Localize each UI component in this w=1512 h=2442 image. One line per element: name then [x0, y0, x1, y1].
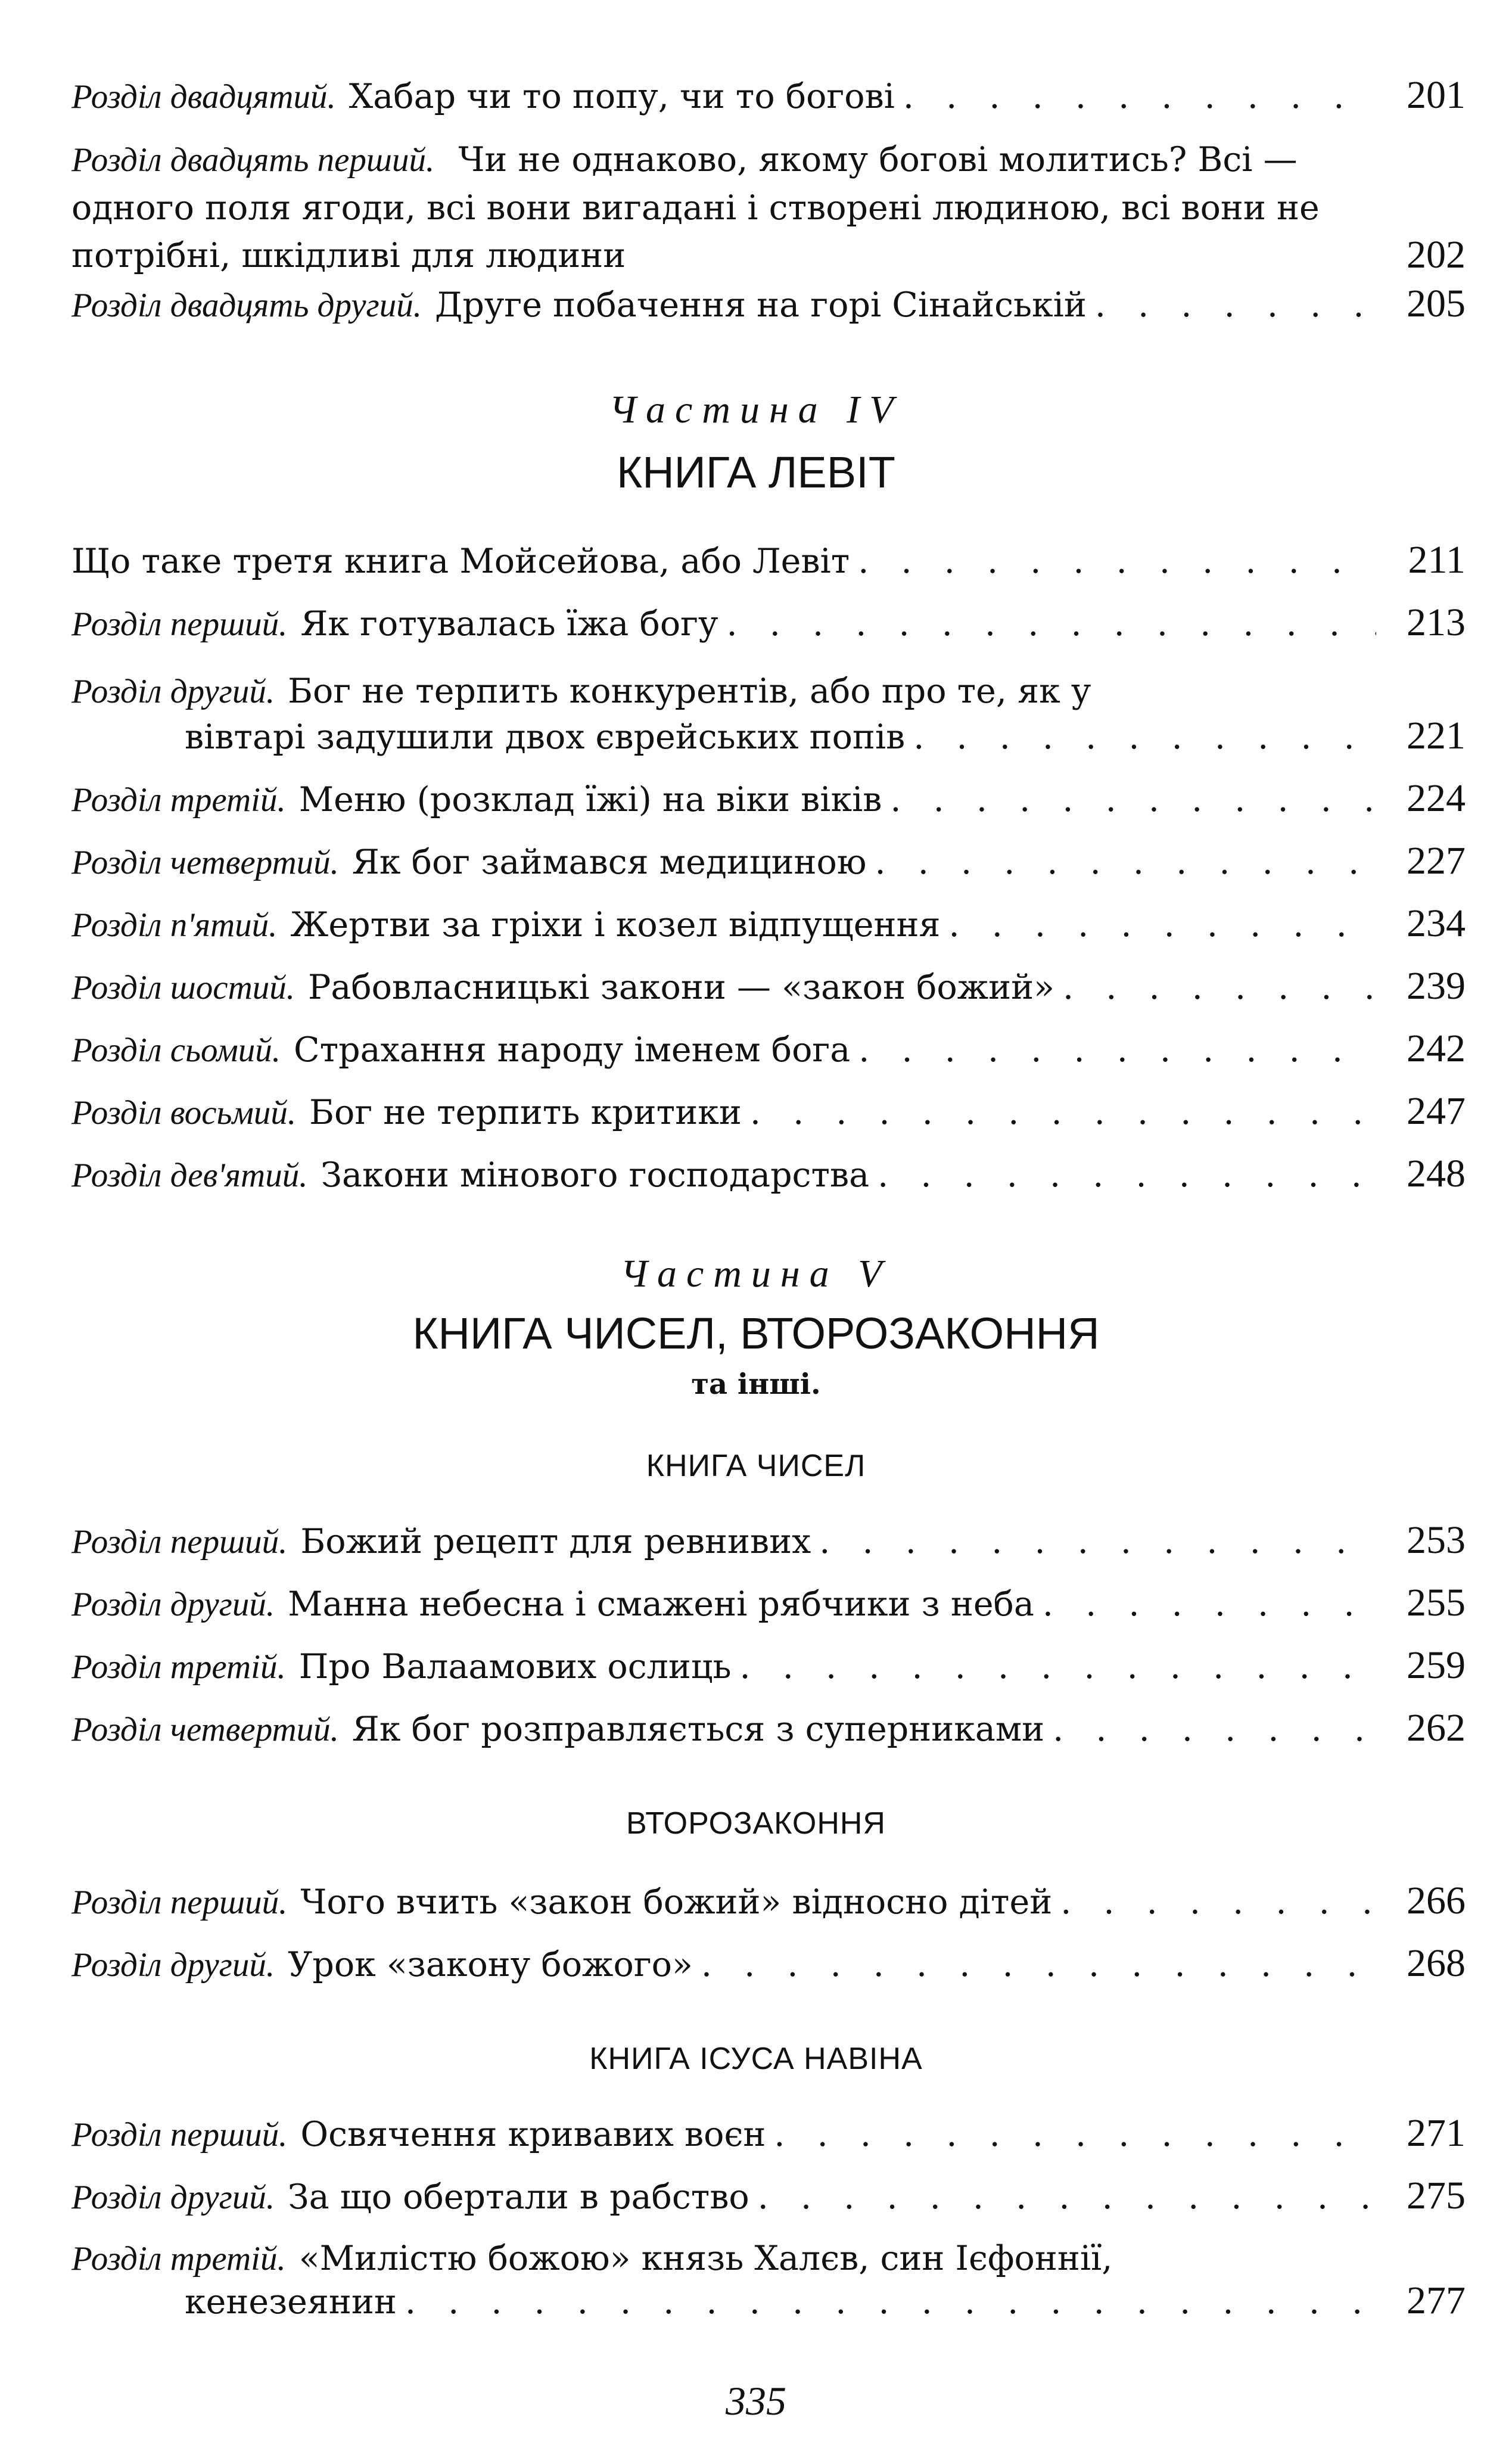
- page-number: 211: [1408, 538, 1466, 582]
- page-number: 253: [1407, 1518, 1466, 1562]
- dot-leader: [1087, 281, 1376, 329]
- chapter-title: Закони мінового господарства: [321, 1155, 870, 1195]
- toc-entry-numbers-3: [71, 1642, 1466, 1691]
- page-number: 234: [1407, 902, 1466, 945]
- joshua-heading: КНИГА ІСУСА НАВІНА: [589, 2042, 923, 2076]
- chapter-label: Розділ перший.: [71, 2116, 288, 2154]
- numbers-heading: КНИГА ЧИСЕЛ: [646, 1449, 866, 1483]
- book-numbers-deut-title: КНИГА ЧИСЕЛ, ВТОРОЗАКОННЯ: [412, 1309, 1100, 1358]
- chapter-title: Урок «закону божого»: [288, 1945, 693, 1984]
- chapter-title: Бог не терпить критики: [309, 1093, 742, 1132]
- toc-entry-22: [71, 280, 1466, 330]
- toc-entry-leviticus-9: [71, 1150, 1466, 1200]
- toc-entry-joshua-3: [71, 2235, 1466, 2326]
- chapter-label: Розділ сьомий.: [71, 1032, 281, 1069]
- chapter-title: Чи не однаково, якому богові молитись? Всі — одного поля ягоди, всі вони вигадані і створені людиною, всі вони не потрібні, шкідливі для людини: [71, 140, 1320, 275]
- chapter-label: Розділ другий.: [71, 1586, 275, 1623]
- toc-entry-leviticus-8: [71, 1088, 1466, 1137]
- dot-leader: [693, 1941, 1376, 1989]
- chapter-label: Розділ четвертий.: [71, 844, 339, 881]
- toc-entry-numbers-1: [71, 1517, 1466, 1566]
- chapter-title-continued: кенезеянин: [185, 2282, 397, 2322]
- dot-leader: [869, 1151, 1376, 1199]
- chapter-title: Друге побачення на горі Сінайській: [435, 285, 1087, 325]
- page-number: 271: [1407, 2111, 1466, 2155]
- dot-leader: [1052, 1878, 1376, 1926]
- toc-entry-joshua-2: [71, 2172, 1466, 2222]
- page-number: 224: [1407, 776, 1466, 820]
- chapter-label: Розділ двадцятий.: [71, 78, 336, 116]
- chapter-title-continued: вівтарі задушили двох єврейських попів: [185, 717, 906, 757]
- dot-leader: [732, 1643, 1376, 1691]
- chapter-label: Розділ четвертий.: [71, 1711, 339, 1748]
- book-subtitle: та інші.: [691, 1368, 821, 1401]
- dot-leader: [397, 2278, 1376, 2326]
- dot-leader: [850, 538, 1376, 585]
- dot-leader: [866, 838, 1376, 886]
- dot-leader: [749, 2173, 1376, 2221]
- page-number: 255: [1407, 1581, 1466, 1624]
- book-leviticus-title: КНИГА ЛЕВІТ: [617, 448, 895, 497]
- chapter-title: Про Валаамових ослиць: [298, 1647, 732, 1686]
- dot-leader: [882, 776, 1376, 824]
- chapter-title: Як бог займався медициною: [351, 843, 867, 882]
- page-number: 248: [1407, 1152, 1466, 1195]
- dot-leader: [940, 901, 1376, 949]
- chapter-label: Розділ дев'ятий.: [71, 1157, 308, 1194]
- part-5-label: Частина V: [620, 1252, 892, 1295]
- dot-leader: [895, 73, 1376, 120]
- chapter-title: Рабовласницькі закони — «закон божий»: [308, 968, 1054, 1007]
- dot-leader: [1044, 1705, 1376, 1753]
- toc-entry-leviticus-intro: [71, 536, 1466, 585]
- chapter-label: Розділ третій.: [71, 781, 286, 819]
- page-number: 205: [1407, 282, 1466, 325]
- dot-leader: [1034, 1580, 1376, 1628]
- page-number: 277: [1407, 2279, 1466, 2322]
- dot-leader: [811, 1518, 1376, 1565]
- toc-entry-leviticus-3: [71, 775, 1466, 824]
- chapter-title: «Милістю божою» князь Халєв, син Ієфоннії,: [298, 2239, 1113, 2278]
- page-number: 275: [1407, 2174, 1466, 2217]
- toc-entry-joshua-1: [71, 2109, 1466, 2159]
- toc-entry-deut-1: [71, 1877, 1466, 1927]
- dot-leader: [905, 713, 1376, 761]
- dot-leader: [850, 1026, 1376, 1074]
- page-number: 262: [1407, 1706, 1466, 1750]
- toc-entry-leviticus-7: [71, 1025, 1466, 1074]
- toc-entry-leviticus-1: [71, 599, 1466, 648]
- chapter-title: Бог не терпить конкурентів, або про те, як у: [288, 672, 1091, 711]
- page-number: 259: [1407, 1643, 1466, 1687]
- footer-page-number: 335: [726, 2378, 786, 2424]
- chapter-label: Розділ шостий.: [71, 969, 295, 1006]
- chapter-label: Розділ третій.: [71, 2240, 286, 2278]
- page-number: 268: [1407, 1941, 1466, 1985]
- chapter-label: Розділ другий.: [71, 673, 275, 710]
- chapter-title: Освячення кривавих воєн: [300, 2115, 766, 2154]
- chapter-label: Розділ перший.: [71, 605, 288, 643]
- page-number: 213: [1407, 601, 1466, 644]
- chapter-title: Меню (розклад їжі) на віки віків: [298, 780, 882, 819]
- part-4-label: Частина IV: [609, 388, 903, 431]
- toc-entry-21: [71, 136, 1466, 279]
- page-number: 266: [1407, 1879, 1466, 1922]
- toc-entry-leviticus-5: [71, 900, 1466, 949]
- chapter-title: Як готувалась їжа богу: [300, 604, 718, 644]
- toc-entry-numbers-4: [71, 1704, 1466, 1754]
- toc-entry-20: [71, 72, 1466, 121]
- chapter-label: Розділ двадцять перший.: [71, 141, 435, 179]
- chapter-title: Жертви за гріхи і козел відпущення: [290, 905, 941, 945]
- dot-leader: [766, 2111, 1376, 2158]
- chapter-label: Розділ перший.: [71, 1884, 288, 1921]
- chapter-title: За що обертали в рабство: [288, 2177, 749, 2217]
- chapter-title: Як бог розправляється з суперниками: [351, 1710, 1045, 1749]
- chapter-label: Розділ другий.: [71, 1946, 275, 1984]
- chapter-label: Розділ восьмий.: [71, 1094, 297, 1132]
- toc-entry-leviticus-2: [71, 667, 1466, 761]
- dot-leader: [742, 1089, 1376, 1136]
- page-number: 239: [1407, 964, 1466, 1008]
- chapter-title: Чого вчить «закон божий» відносно дітей: [300, 1882, 1053, 1922]
- page-number: 242: [1407, 1027, 1466, 1070]
- toc-entry-leviticus-6: [71, 962, 1466, 1012]
- chapter-title: Манна небесна і смажені рябчики з неба: [288, 1584, 1034, 1624]
- dot-leader: [1054, 964, 1376, 1011]
- toc-entry-numbers-2: [71, 1579, 1466, 1629]
- toc-entry-leviticus-4: [71, 837, 1466, 887]
- page-number: 247: [1407, 1089, 1466, 1133]
- page-number: 202: [1407, 233, 1466, 276]
- page-number: 221: [1407, 714, 1466, 757]
- chapter-title: Хабар чи то попу, чи то богові: [349, 77, 895, 116]
- chapter-title: Що таке третя книга Мойсейова, або Левіт: [71, 542, 850, 581]
- toc-entry-deut-2: [71, 1940, 1466, 1989]
- page-number: 201: [1407, 73, 1466, 117]
- dot-leader: [718, 600, 1376, 648]
- deuteronomy-heading: ВТОРОЗАКОННЯ: [626, 1806, 886, 1841]
- chapter-label: Розділ двадцять другий.: [71, 287, 422, 324]
- chapter-title: Божий рецепт для ревнивих: [300, 1522, 811, 1561]
- chapter-label: Розділ третій.: [71, 1648, 286, 1686]
- chapter-label: Розділ другий.: [71, 2179, 275, 2216]
- chapter-label: Розділ перший.: [71, 1523, 288, 1561]
- chapter-title: Страхання народу іменем бога: [293, 1030, 851, 1070]
- chapter-label: Розділ п'ятий.: [71, 906, 278, 944]
- page-number: 227: [1407, 839, 1466, 883]
